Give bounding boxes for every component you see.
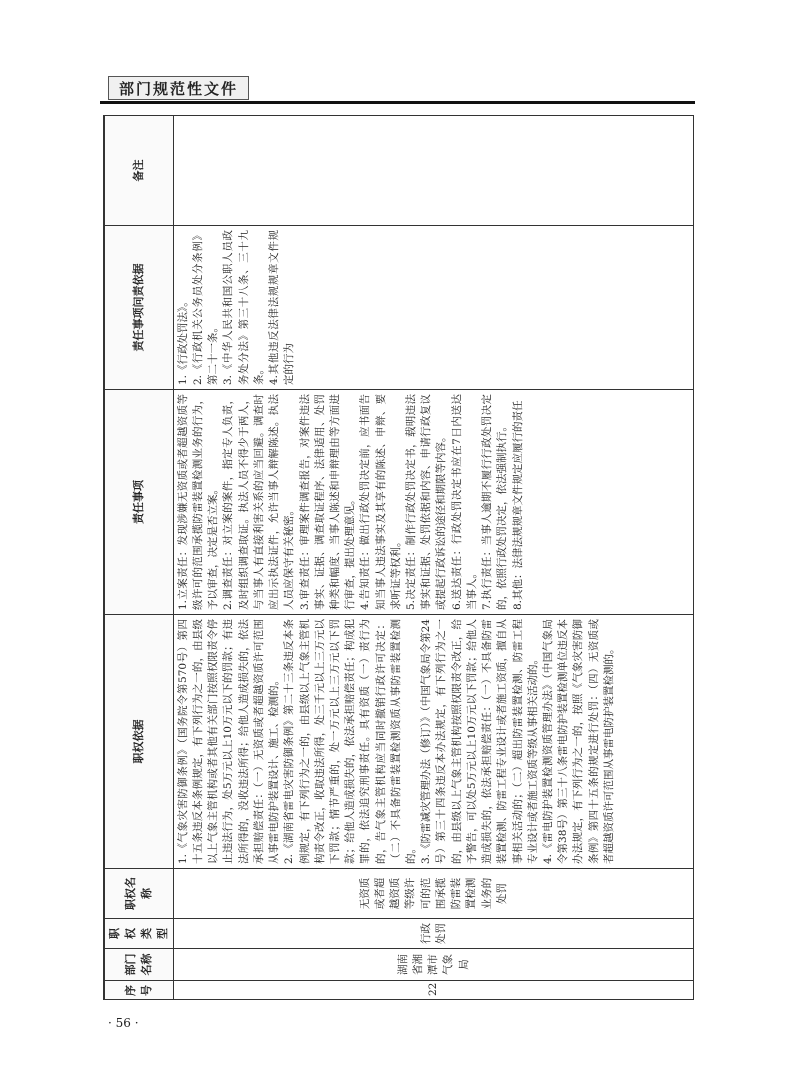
header-department: 部门名称 [105, 949, 174, 981]
power-name: 无资质或者超越资质等级许可的范围承揽防雷装置检测业务的处罚 [173, 869, 694, 919]
header-rule [100, 101, 695, 104]
header-index: 序号 [105, 981, 174, 1001]
power-type: 行政处罚 [173, 919, 694, 949]
header-power-name: 职权名称 [105, 869, 174, 919]
basis-item: 2.《湖南省雷电灾害防御条例》第二十三条违反本条例规定，有下列行为之一的，由县级以上气象主管机构责令改正，收取违法所得，处三千元以上三万元以下罚款；情节严重的，处一万元以上三万元以下罚款；给他人造成损失的，依法承担赔偿责任；构成犯罪的，依法追究刑事责任。具有资质（一）责行为的，告气象主管机构应当同时撤销行政许可决定：（二）不具备防雷装置检测资质从事防雷装置检测的。 [283, 619, 418, 864]
basis-cell [173, 615, 694, 869]
page-number: · 56 · [108, 1016, 139, 1030]
header-accountability: 责任事项问责依据 [105, 226, 174, 390]
remarks-cell [173, 116, 694, 226]
row-index: 22 [173, 981, 694, 1001]
duty-item: 6.送达责任：行政处罚决定书应在7日内送达当事人。 [450, 394, 478, 610]
table-header-row [105, 116, 174, 1001]
rotated-table-container [104, 116, 694, 1000]
section-label: 部门规范性文件 [108, 76, 249, 100]
header-duties: 责任事项 [105, 390, 174, 615]
basis-item: 4.《雷电防护装置检测资质管理办法》（中国气象局令第38号）第三十八条雷电防护装置检测单位违反本办法规定，有下列行为之一的，按照《气象灾害防御条例》第四十五条的规定进行处罚：（四）无资质或者超越资质许可范围从事雷电防护装置检测的。 [542, 619, 615, 864]
department-name: 湖南省湘潭市气象局 [173, 949, 694, 981]
duties-cell [173, 390, 694, 615]
header-remarks: 备注 [105, 116, 174, 226]
accountability-cell [173, 226, 694, 390]
accountability-item: 4.其他违反法律法规规章文件规定的行为 [268, 230, 296, 385]
basis-item: 1.《气象灾害防御条例》（国务院令第570号）第四十五条违反本条例规定，有下列行为之一的，由县级以上气象主管机构或者其他有关部门按照权限责令停止违法行为，处5万元以上10万元以下的罚款；有违法所得的，没收违法所得；给他人造成损失的，依法承担赔偿责任：（一）无资质或者超越资质许可范围从事雷电防护装置设计、施工、检测的。 [176, 619, 281, 864]
header-power-type: 职权类型 [105, 919, 174, 949]
power-list-table [104, 115, 694, 1000]
duty-item: 5.决定责任：制作行政处罚决定书，载明违法事实和证据、处罚依据和内容、申请行政复议或提起行政诉讼的途径和期限等内容。 [405, 394, 448, 610]
duty-item: 1.立案责任：发现涉嫌无资质或者超越资质等级许可的范围承揽防雷装置检测业务的行为，予以审查，决定是否立案。 [176, 394, 220, 610]
accountability-item: 1.《行政处罚法》。 [176, 296, 189, 385]
duty-item: 8.其他：法律法规规章文件规定应履行的责任 [511, 400, 524, 610]
responsibility-table [103, 115, 694, 1000]
accountability-item: 2.《行政机关公务员处分条例》第二十一条。 [191, 230, 220, 385]
duty-item: 2.调查责任：对立案的案件，指定专人负责，及时组织调查取证。执法人员不得少于两人，与当事人有直接利害关系的应当回避。调查时应出示执法证件，允许当事人辩解陈述。执法人员应保守有关秘密。 [222, 394, 296, 610]
header-basis: 职权依据 [105, 615, 174, 869]
duty-item: 4.告知责任：做出行政处罚决定前，应书面告知当事人违法事实及其享有的陈述、申辩、要求听证等权利。 [359, 394, 402, 610]
basis-item: 3.《防雷减灾管理办法（修订）》（中国气象局令第24号）第三十四条违反本办法规定，有下列行为之一的，由县级以上气象主管机构按照权限责令改正，给予警告，可以处5万元以上10万元以下罚款；给他人造成损失的，依法承担赔偿责任：（一）不具备防雷装置检测、防雷工程专业设计或者施工资质，擅自从事相关活动的；（二）超出防雷装置检测、防雷工程专业设计或者施工资质等级从事相关活动的。 [420, 619, 539, 864]
accountability-item: 3.《中华人民共和国公职人员政务处分法》第三十八条、三十九条。 [222, 230, 265, 385]
duty-item: 7.执行责任：当事人逾期不履行行政处罚决定的，依照行政处罚决定，依法强制执行。 [481, 394, 509, 610]
table-row [173, 116, 694, 1001]
duty-item: 3.审查责任：审理案件调查报告，对案件违法事实、证据、调查取证程序、法律适用、处罚种类和幅度、当事人陈述和申辩理由等方面进行审查，提出处理意见。 [298, 394, 357, 610]
